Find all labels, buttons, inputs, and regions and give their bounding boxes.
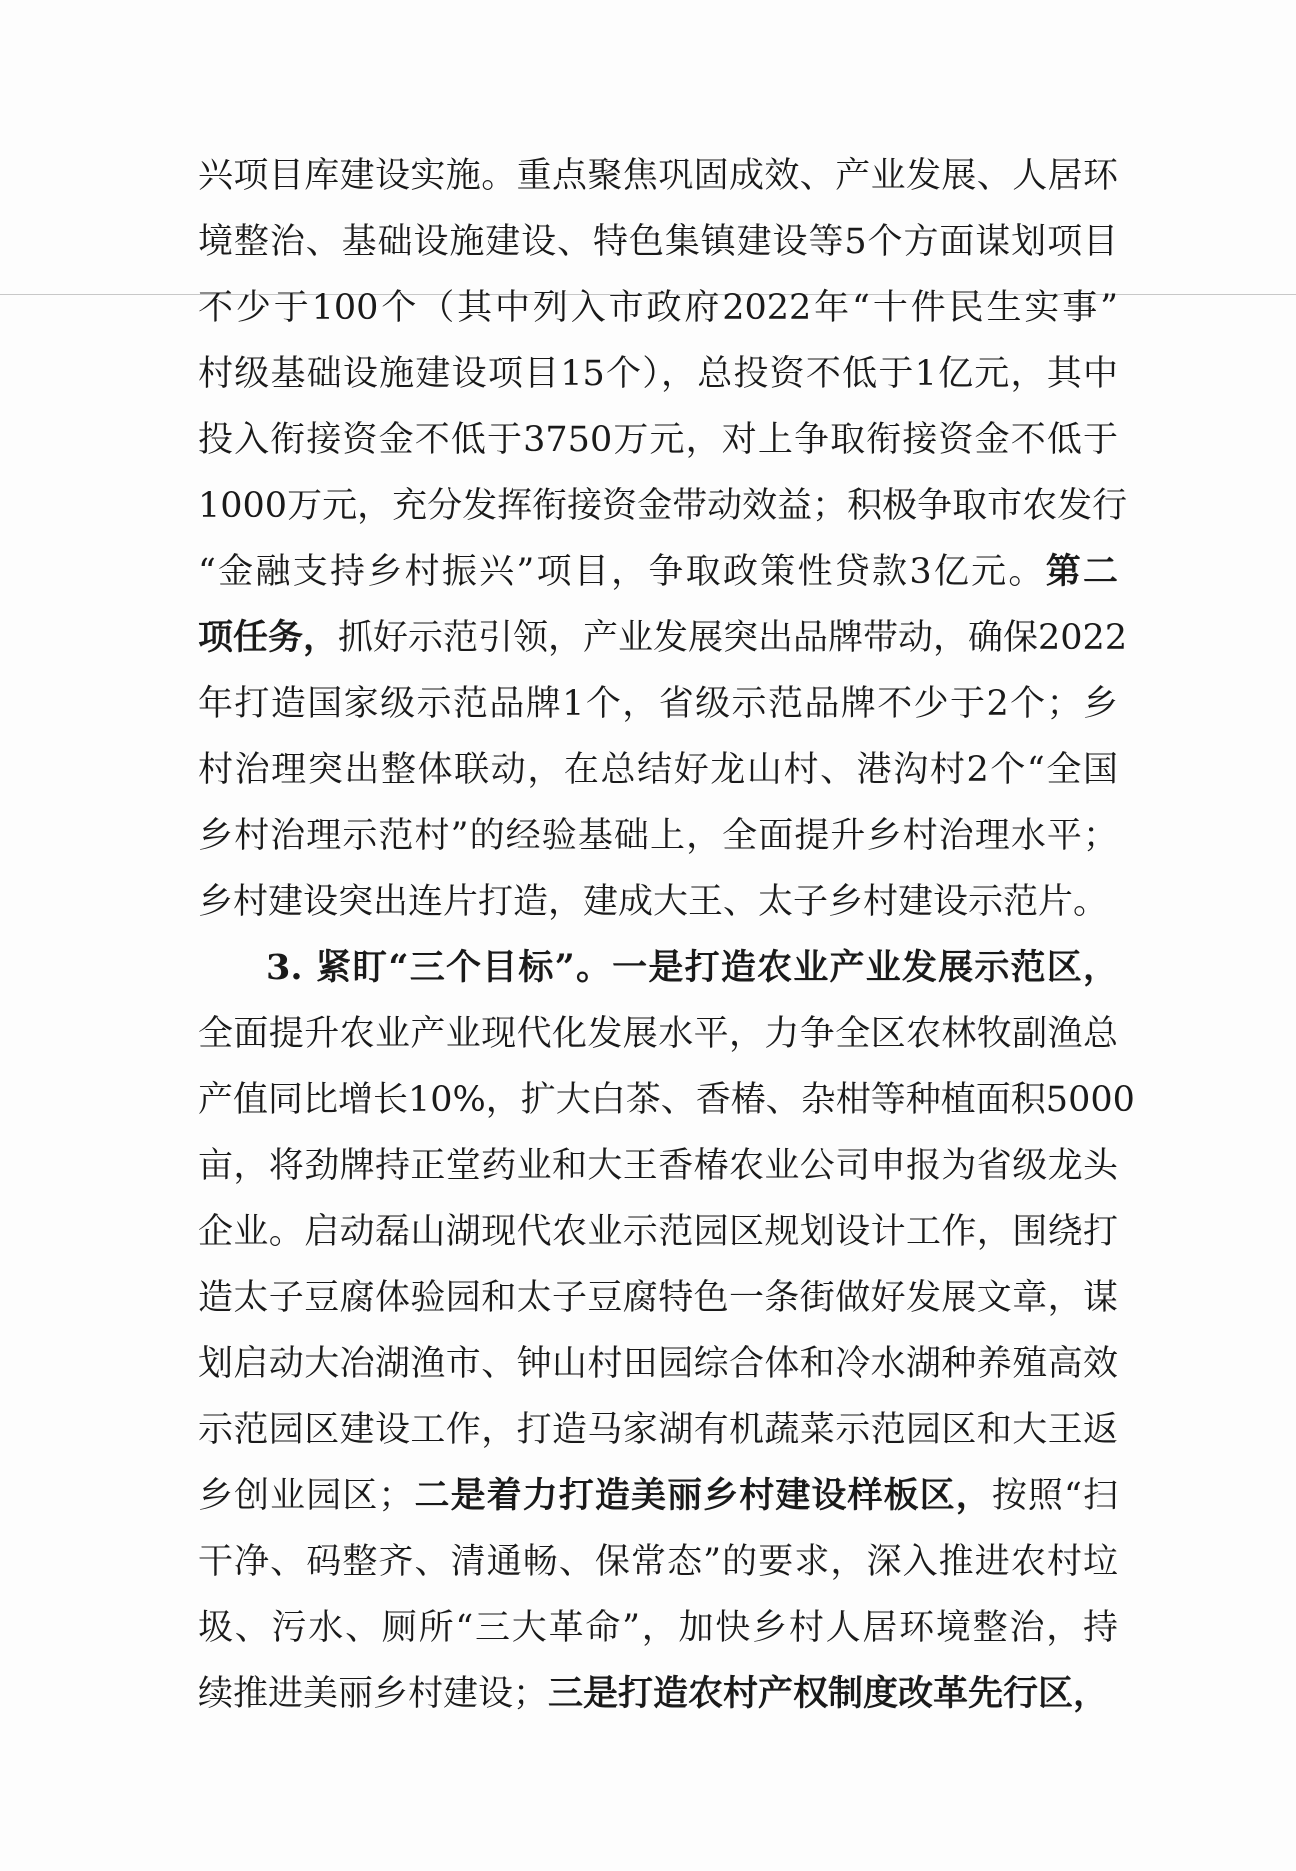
- text-segment: 乡创业园区；: [198, 1476, 414, 1516]
- text-segment: 按照“扫: [991, 1476, 1118, 1516]
- text-line-8: [198, 605, 1128, 671]
- text-line-23: [198, 1595, 1118, 1661]
- text-line-22: [198, 1529, 1118, 1595]
- text-segment: 干净、码整齐、清通畅、保常态”的要求，深入推进农村垃: [198, 1542, 1118, 1582]
- text-segment: 抓好示范引领，产业发展突出品牌带动，确保2022: [338, 618, 1128, 658]
- text-line-21: [198, 1463, 1118, 1529]
- text-line-4: [198, 341, 1118, 407]
- bold-text-segment: 项任务，: [198, 617, 339, 658]
- text-segment: 年打造国家级示范品牌1个，省级示范品牌不少于2个；乡: [198, 684, 1118, 724]
- text-line-7: [198, 539, 1118, 605]
- text-segment: 村级基础设施建设项目15个），总投资不低于1亿元，其中: [198, 354, 1118, 394]
- bold-text-segment: 三是打造农村产权制度改革先行区，: [548, 1673, 1109, 1714]
- text-line-13: [198, 935, 1118, 1001]
- body-text: [198, 143, 1135, 1727]
- text-line-9: [198, 671, 1118, 737]
- text-line-24: [198, 1661, 1118, 1727]
- text-line-15: [198, 1067, 1135, 1133]
- text-line-14: [198, 1001, 1118, 1067]
- text-line-1: [198, 143, 1118, 209]
- text-line-18: [198, 1265, 1118, 1331]
- text-segment: 全面提升农业产业现代化发展水平，力争全区农林牧副渔总: [198, 1014, 1118, 1054]
- text-line-17: [198, 1199, 1118, 1265]
- text-line-11: [198, 803, 1118, 869]
- text-line-20: [198, 1397, 1118, 1463]
- text-line-6: [198, 473, 1128, 539]
- bold-text-segment: 3. 紧盯“三个目标”。一是打造农业产业发展示范区，: [266, 947, 1118, 988]
- text-segment: 不少于100个（其中列入市政府2022年“十件民生实事”: [198, 288, 1118, 328]
- text-segment: 产值同比增长10%，扩大白茶、香椿、杂柑等种植面积5000: [198, 1080, 1135, 1120]
- text-line-12: [198, 869, 1118, 935]
- text-line-19: [198, 1331, 1118, 1397]
- text-line-10: [198, 737, 1118, 803]
- text-segment: 亩，将劲牌持正堂药业和大王香椿农业公司申报为省级龙头: [198, 1146, 1118, 1186]
- text-segment: 投入衔接资金不低于3750万元，对上争取衔接资金不低于: [198, 420, 1118, 460]
- text-segment: 境整治、基础设施建设、特色集镇建设等5个方面谋划项目: [198, 222, 1118, 262]
- text-segment: 1000万元，充分发挥衔接资金带动效益；积极争取市农发行: [198, 486, 1128, 526]
- text-segment: 乡村治理示范村”的经验基础上，全面提升乡村治理水平；: [198, 816, 1118, 856]
- bold-text-segment: 二是着力打造美丽乡村建设样板区，: [413, 1475, 992, 1516]
- text-segment: 兴项目库建设实施。重点聚焦巩固成效、产业发展、人居环: [198, 156, 1118, 196]
- text-segment: “金融支持乡村振兴”项目，争取政策性贷款3亿元。: [198, 552, 1046, 592]
- text-segment: 乡村建设突出连片打造，建成大王、太子乡村建设示范片。: [198, 882, 1109, 922]
- text-segment: 企业。启动磊山湖现代农业示范园区规划设计工作，围绕打: [198, 1212, 1118, 1252]
- text-segment: 造太子豆腐体验园和太子豆腐特色一条街做好发展文章，谋: [198, 1278, 1118, 1318]
- text-line-16: [198, 1133, 1118, 1199]
- text-segment: 圾、污水、厕所“三大革命”，加快乡村人居环境整治，持: [198, 1608, 1118, 1648]
- text-segment: 示范园区建设工作，打造马家湖有机蔬菜示范园区和大王返: [198, 1410, 1118, 1450]
- bold-text-segment: 第二: [1045, 551, 1118, 592]
- text-line-3: [198, 275, 1118, 341]
- text-line-2: [198, 209, 1118, 275]
- text-segment: 续推进美丽乡村建设；: [198, 1674, 549, 1714]
- text-line-5: [198, 407, 1118, 473]
- text-segment: 划启动大冶湖渔市、钟山村田园综合体和冷水湖种养殖高效: [198, 1344, 1118, 1384]
- text-segment: 村治理突出整体联动，在总结好龙山村、港沟村2个“全国: [198, 750, 1118, 790]
